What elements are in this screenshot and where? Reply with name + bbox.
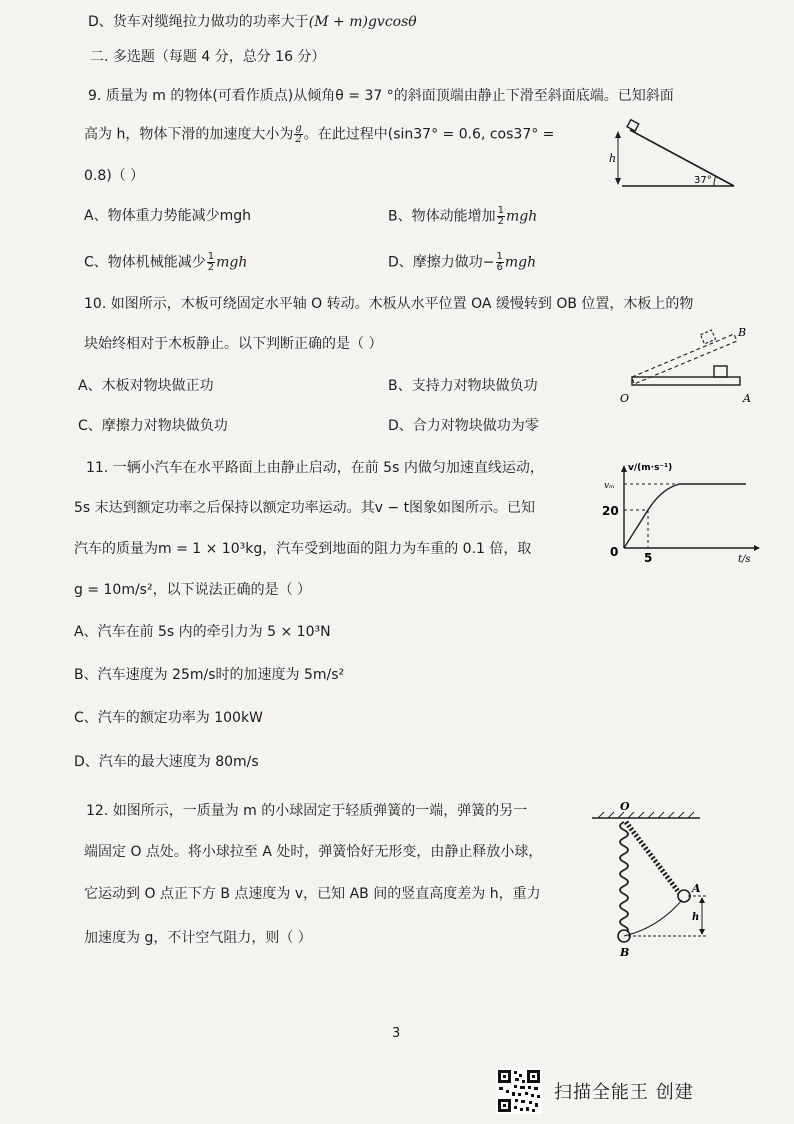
q11-option-c: C、汽车的额定功率为 100kW: [74, 710, 263, 726]
q9-option-d: [388, 252, 536, 273]
q11-y-label: v/(m·s⁻¹): [628, 463, 673, 473]
q10-block-dashed: [701, 330, 716, 344]
q9-b-num: 1: [497, 205, 504, 216]
q12-ceiling-hatch: [598, 812, 694, 818]
q11-line-4: g = 10m/s²，以下说法正确的是（ ）: [74, 582, 312, 598]
q9-slope-line: [630, 130, 734, 186]
q12-fig-h-label: h: [692, 912, 700, 923]
q12-h-arrow-down: [699, 929, 705, 935]
q9-line-2a: 高为 h，物体下滑的加速度大小为: [84, 126, 294, 143]
q9-option-c: [84, 252, 247, 273]
q9-c-num: 1: [207, 251, 215, 262]
q12-line-3: 它运动到 O 点正下方 B 点速度为 v，已知 AB 间的竖直高度差为 h，重力: [84, 886, 541, 902]
q10-fig-o-label: O: [620, 392, 630, 405]
q9-line-1: 9. 质量为 m 的物体(可看作质点)从倾角θ = 37 °的斜面顶端由静止下滑至斜面底端。已知斜面: [88, 88, 674, 104]
q11-5-label: 5: [644, 551, 653, 565]
q9-fig-h-label: h: [609, 152, 617, 165]
q9-option-a: A、物体重力势能减少mgh: [84, 208, 251, 224]
q11-20-label: 20: [602, 504, 619, 518]
q9-d-post: mgh: [504, 254, 537, 271]
q10-fig-a-label: A: [743, 392, 751, 405]
q9-d-frac: [496, 252, 504, 273]
q9-angle-arc: [714, 176, 716, 186]
q9-line-3: 0.8)（ ）: [84, 168, 145, 184]
q11-line-2: 5s 末达到额定功率之后保持以额定功率运动。其v − t图象如图所示。已知: [74, 500, 536, 516]
q11-origin-label: 0: [610, 545, 619, 559]
q12-fig-a-label: A: [692, 882, 701, 895]
q12-path-arc: [624, 900, 682, 936]
q9-c-pre: C、物体机械能减少: [84, 254, 206, 271]
q11-velocity-curve: [624, 484, 746, 548]
q11-line-3: 汽车的质量为m = 1 × 10³kg，汽车受到地面的阻力为车重的 0.1 倍，取: [74, 541, 532, 557]
q9-line-2b: 。在此过程中(sin37° = 0.6, cos37° =: [303, 126, 555, 143]
q9-c-den: 2: [207, 262, 215, 273]
q10-option-b: B、支持力对物块做负功: [388, 378, 538, 394]
q8-option-d-text: D、货车对缆绳拉力做功的功率大于: [88, 14, 309, 30]
q9-arrow-up: [615, 131, 621, 138]
q9-b-frac: [497, 206, 505, 227]
q9-b-pre: B、物体动能增加: [388, 208, 496, 225]
page-number: 3: [392, 1026, 401, 1041]
q12-spring-diagonal: [626, 822, 680, 894]
q9-d-den: 6: [496, 262, 503, 273]
q11-vm-label: vₘ: [604, 481, 615, 491]
section-2-heading: 二. 多选题（每题 4 分，总分 16 分）: [90, 49, 326, 65]
q9-b-den: 2: [497, 216, 504, 227]
q12-fig-b-label: B: [620, 946, 630, 959]
q10-board-figure: [616, 322, 760, 406]
q10-line-2: 块始终相对于木板静止。以下判断正确的是（ ）: [84, 336, 383, 352]
scanner-brand-text: 扫描全能王 创建: [554, 1082, 694, 1103]
q8-option-d: [88, 12, 417, 32]
q9-accel-fraction: [294, 124, 302, 145]
q9-line-2: [84, 124, 554, 145]
q11-vt-graph: [596, 460, 776, 572]
q11-x-label: t/s: [738, 554, 751, 565]
q9-incline-figure: [600, 118, 740, 192]
q8-option-d-expr: (M + m)gvcosθ: [308, 14, 417, 30]
q9-d-pre: D、摩擦力做功−: [388, 254, 495, 271]
q11-y-arrow: [621, 465, 627, 472]
q12-spring-vertical: [620, 822, 628, 942]
q10-option-d: D、合力对物块做功为零: [388, 418, 539, 434]
q9-frac-num: g: [295, 123, 302, 134]
q12-fig-o-label: O: [620, 800, 630, 813]
q9-frac-den: 2: [295, 134, 302, 145]
q9-option-b: [388, 206, 537, 227]
q10-board-oa: [632, 377, 740, 385]
q9-block: [627, 120, 639, 131]
q12-line-2: 端固定 O 点处。将小球拉至 A 处时，弹簧恰好无形变，由静止释放小球，: [84, 844, 543, 860]
q9-arrow-down: [615, 178, 621, 185]
q9-c-post: mgh: [216, 254, 248, 271]
q9-b-post: mgh: [505, 208, 538, 225]
q12-line-4: 加速度为 g，不计空气阻力，则（ ）: [84, 930, 312, 946]
q10-option-c: C、摩擦力对物块做负功: [78, 418, 228, 434]
q12-line-1: 12. 如图所示，一质量为 m 的小球固定于轻质弹簧的一端，弹簧的另一: [86, 803, 528, 819]
q9-c-frac: [207, 252, 215, 273]
q11-option-a: A、汽车在前 5s 内的牵引力为 5 × 10³N: [74, 624, 331, 640]
qr-code-icon: [496, 1068, 542, 1114]
q10-option-a: A、木板对物块做正功: [78, 378, 214, 394]
q11-x-arrow: [754, 545, 760, 551]
q11-line-1: 11. 一辆小汽车在水平路面上由静止启动，在前 5s 内做匀加速直线运动，: [86, 460, 544, 476]
q11-option-b: B、汽车速度为 25m/s时的加速度为 5m/s²: [74, 667, 345, 683]
q10-line-1: 10. 如图所示，木板可绕固定水平轴 O 转动。木板从水平位置 OA 缓慢转到 OB 位置，木板上的物: [84, 296, 694, 312]
q11-option-d: D、汽车的最大速度为 80m/s: [74, 754, 259, 770]
q12-spring-figure: [588, 800, 728, 960]
q12-h-arrow-up: [699, 897, 705, 903]
q10-fig-b-label: B: [738, 326, 747, 339]
q9-d-num: 1: [496, 251, 503, 262]
q9-fig-angle-label: 37°: [694, 175, 712, 186]
q10-block: [714, 366, 727, 377]
